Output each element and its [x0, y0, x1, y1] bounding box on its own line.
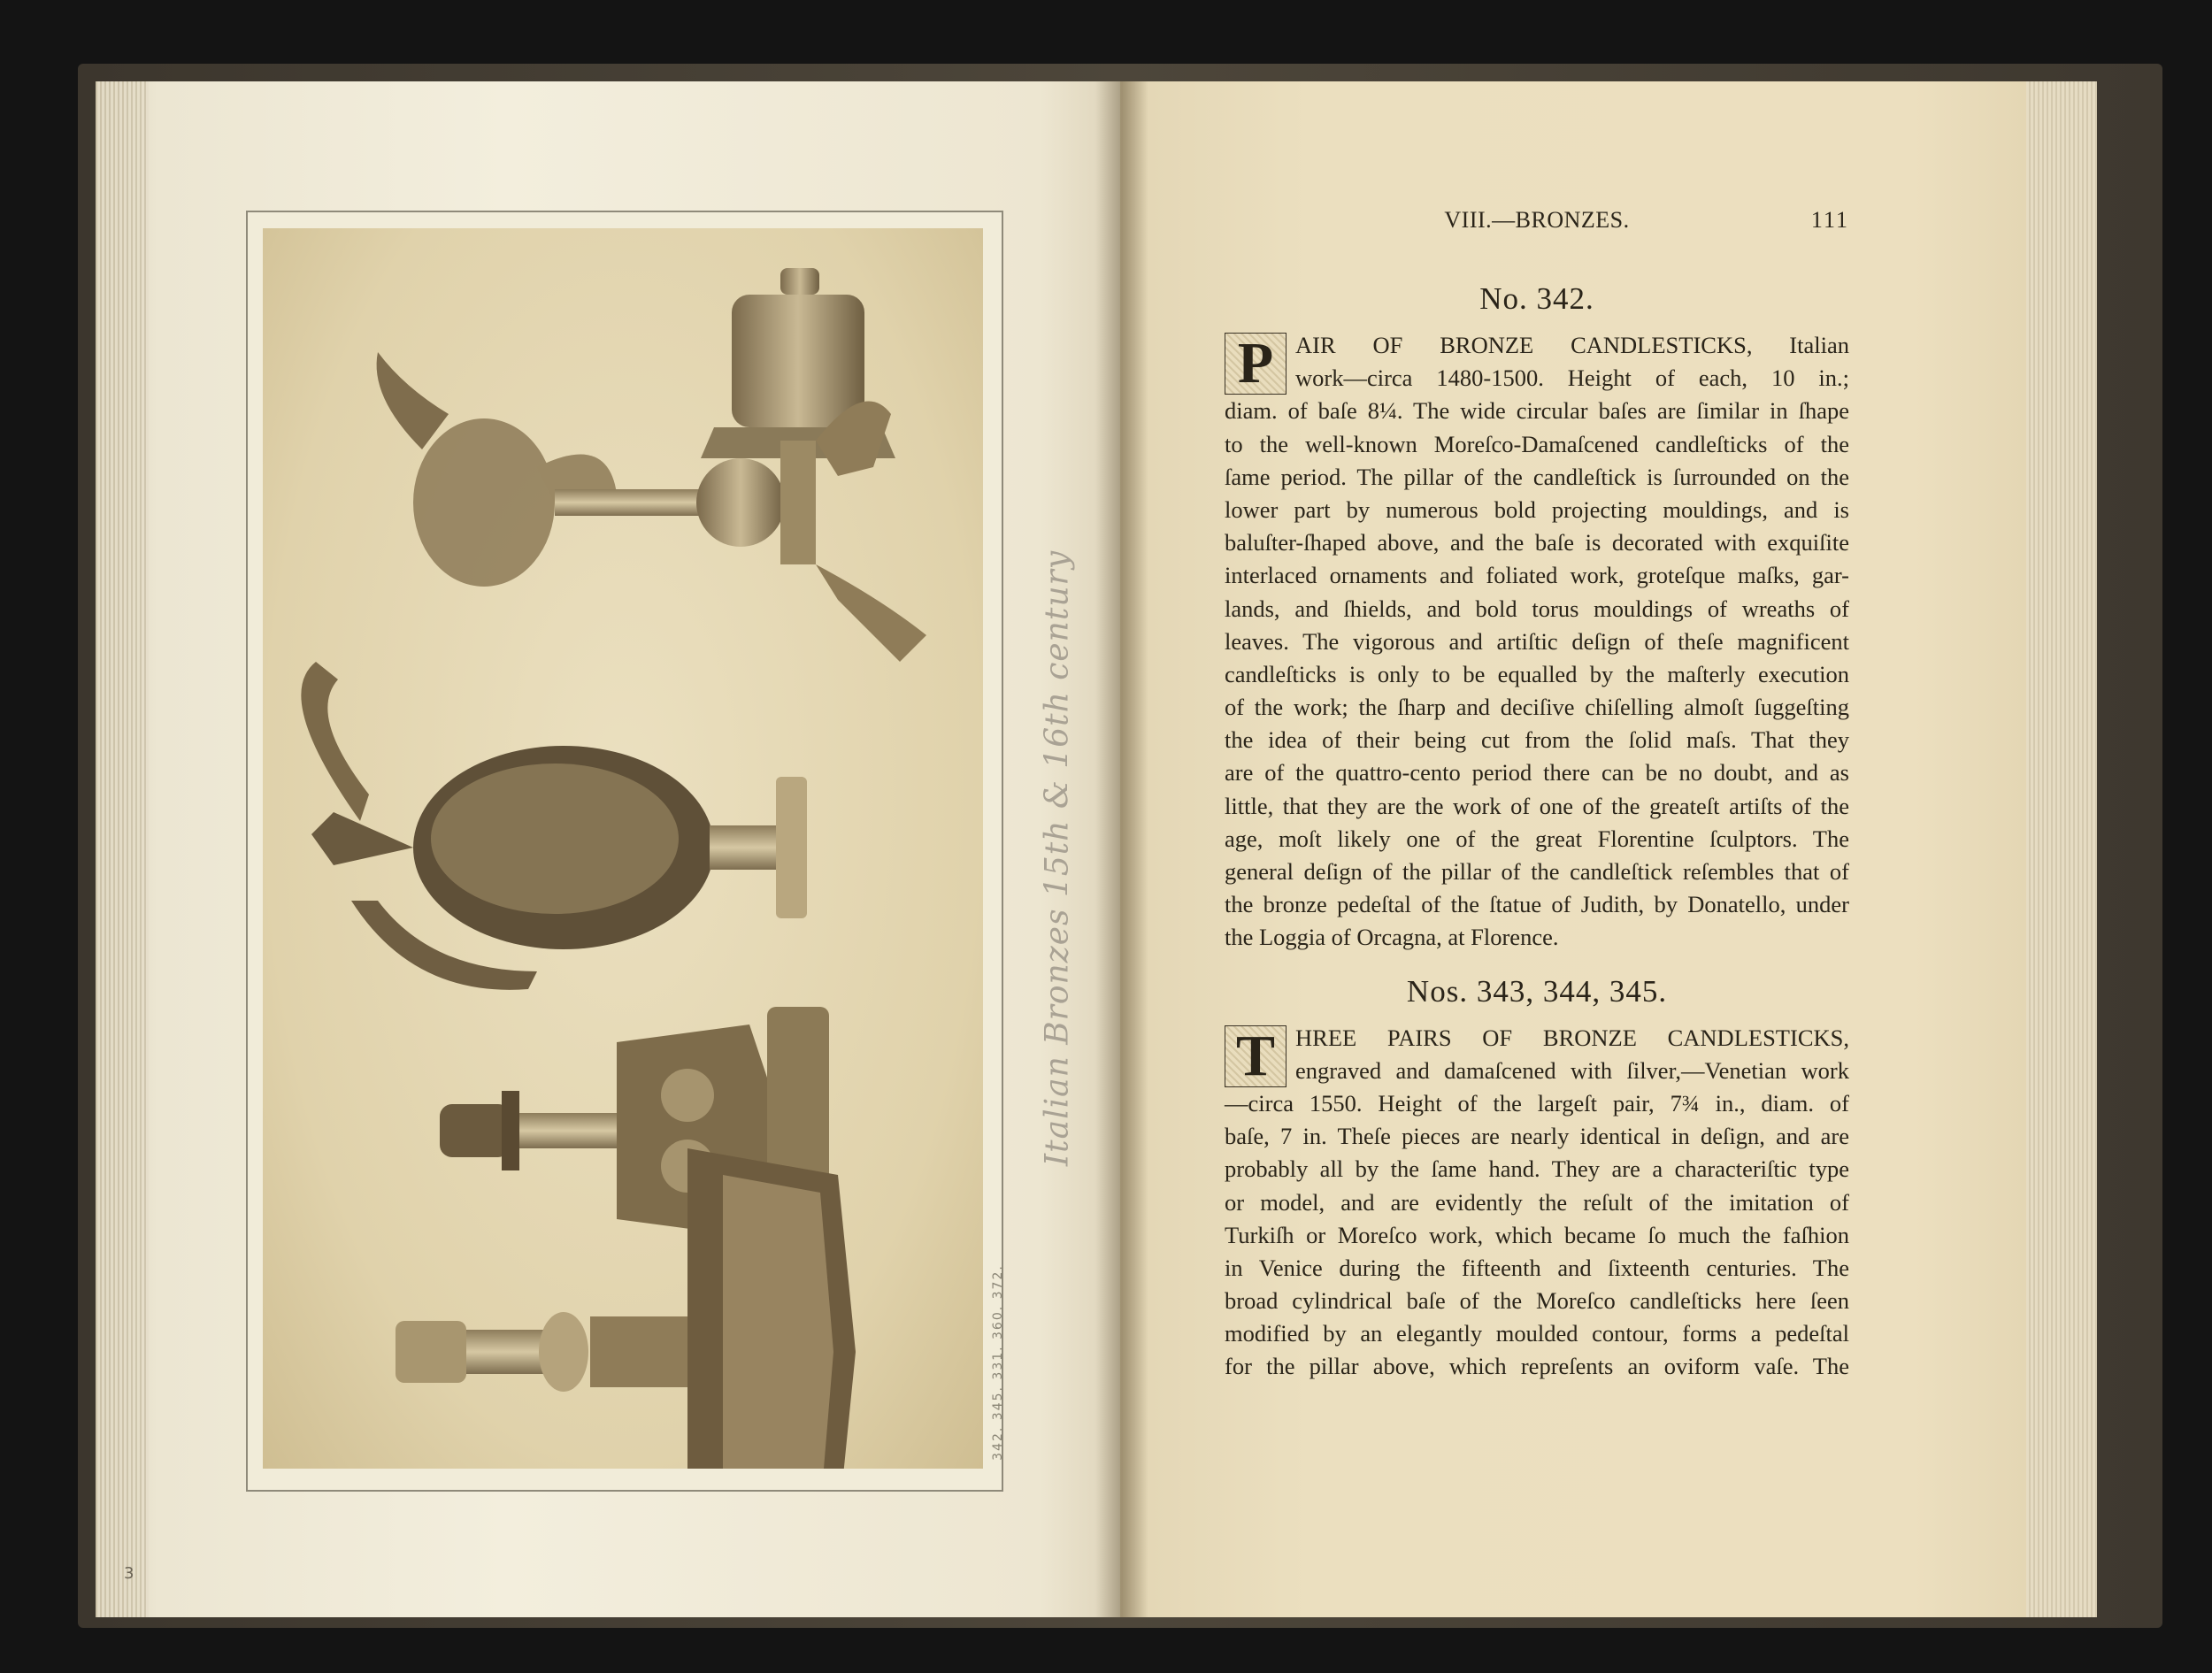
left-page-edges: [96, 81, 149, 1617]
entry-342: [1225, 281, 1849, 955]
entry-body: [1225, 329, 1849, 955]
text-line: probably all by the ſame hand. They are a characteriſtic type: [1225, 1155, 1849, 1183]
text-line: engraved and damaſcened with ſilver,—Venetian work: [1295, 1056, 1849, 1084]
text-line: little, that they are the work of one of the greateſt artiſts of the: [1225, 792, 1849, 819]
text-line: modified by an elegantly moulded contour, forms a pedeſtal: [1225, 1320, 1849, 1347]
plate-caption: Italian Bronzes 15th & 16th century: [1039, 549, 1076, 1167]
text-column: [1225, 281, 1849, 1384]
text-line: in Venice during the fifteenth and ſixteenth centuries. The: [1225, 1254, 1849, 1281]
text-line: work—circa 1480-1500. Height of each, 10 in.;: [1295, 365, 1849, 392]
text-line: ſame period. The pillar of the candleſtick is ſurrounded on the: [1225, 463, 1849, 490]
text-line: candleſticks is only to be equalled by the maſterly execution: [1225, 660, 1849, 687]
bronzes-photograph: [263, 228, 983, 1469]
running-title: VIII.—BRONZES.: [1444, 207, 1630, 233]
text-line: baſe, 7 in. Theſe pieces are nearly identical in deſign, and are: [1225, 1123, 1849, 1150]
text-line: leaves. The vigorous and artiſtic deſign of theſe magnificent: [1225, 627, 1849, 655]
text-line: —circa 1550. Height of the largeſt pair, 7¾ in., diam. of: [1225, 1089, 1849, 1117]
bronzes-photograph-illustration: [263, 228, 983, 1469]
entry-343-345: [1225, 974, 1849, 1384]
running-header: [1225, 207, 1849, 242]
page-mark: 3: [124, 1564, 134, 1583]
page-number: 111: [1810, 207, 1849, 233]
plate-inventory-numbers: 342. 345. 331. 360. 372.: [991, 1264, 1005, 1461]
book-gutter: [1095, 81, 1148, 1617]
text-line: general deſign of the pillar of the candleſtick reſembles that of: [1225, 858, 1849, 885]
text-line: or model, and are evidently the reſult of the imitation of: [1225, 1188, 1849, 1216]
decorated-initial: T: [1225, 1025, 1286, 1087]
text-line: age, moſt likely one of the great Florentine ſculptors. The: [1225, 825, 1849, 852]
text-line: broad cylindrical baſe of the Moreſco candleſticks here ſeen: [1225, 1287, 1849, 1315]
text-line: baluſter-ſhaped above, and the baſe is decorated with exquiſite: [1225, 529, 1849, 556]
text-line: are of the quattro-cento period there can be no doubt, and as: [1225, 759, 1849, 787]
text-line: for the pillar above, which repreſents an oviform vaſe. The: [1225, 1353, 1849, 1380]
text-line: the bronze pedeſtal of the ſtatue of Judith, by Donatello, under: [1225, 891, 1849, 918]
text-line: AIR OF BRONZE CANDLESTICKS, Italian: [1295, 332, 1849, 358]
text-line: the Loggia of Orcagna, at Florence.: [1225, 924, 1559, 951]
entry-body: [1225, 1022, 1849, 1384]
text-line: lands, and ſhields, and bold torus mouldings of wreaths of: [1225, 595, 1849, 622]
text-line: of the work; the ſharp and deciſive chiſelling almoſt ſuggeſting: [1225, 694, 1849, 721]
text-line: diam. of baſe 8¼. The wide circular baſes are ſimilar in ſhape: [1225, 397, 1849, 425]
text-line: Turkiſh or Moreſco work, which became ſo much the faſhion: [1225, 1221, 1849, 1248]
text-line: to the well-known Moreſco-Damaſcened candleſticks of the: [1225, 430, 1849, 457]
right-page-edges: [2026, 81, 2097, 1617]
text-line: lower part by numerous bold projecting mouldings, and is: [1225, 495, 1849, 523]
text-line: the idea of their being cut from the ſolid maſs. That they: [1225, 726, 1849, 754]
entry-number: Nos. 343, 344, 345.: [1406, 973, 1668, 1009]
decorated-initial: P: [1225, 333, 1286, 395]
text-line: interlaced ornaments and foliated work, groteſque maſks, gar-: [1225, 562, 1849, 589]
entry-number: No. 342.: [1479, 281, 1594, 316]
text-line: HREE PAIRS OF BRONZE CANDLESTICKS,: [1295, 1024, 1849, 1051]
jug-object: [301, 662, 807, 990]
